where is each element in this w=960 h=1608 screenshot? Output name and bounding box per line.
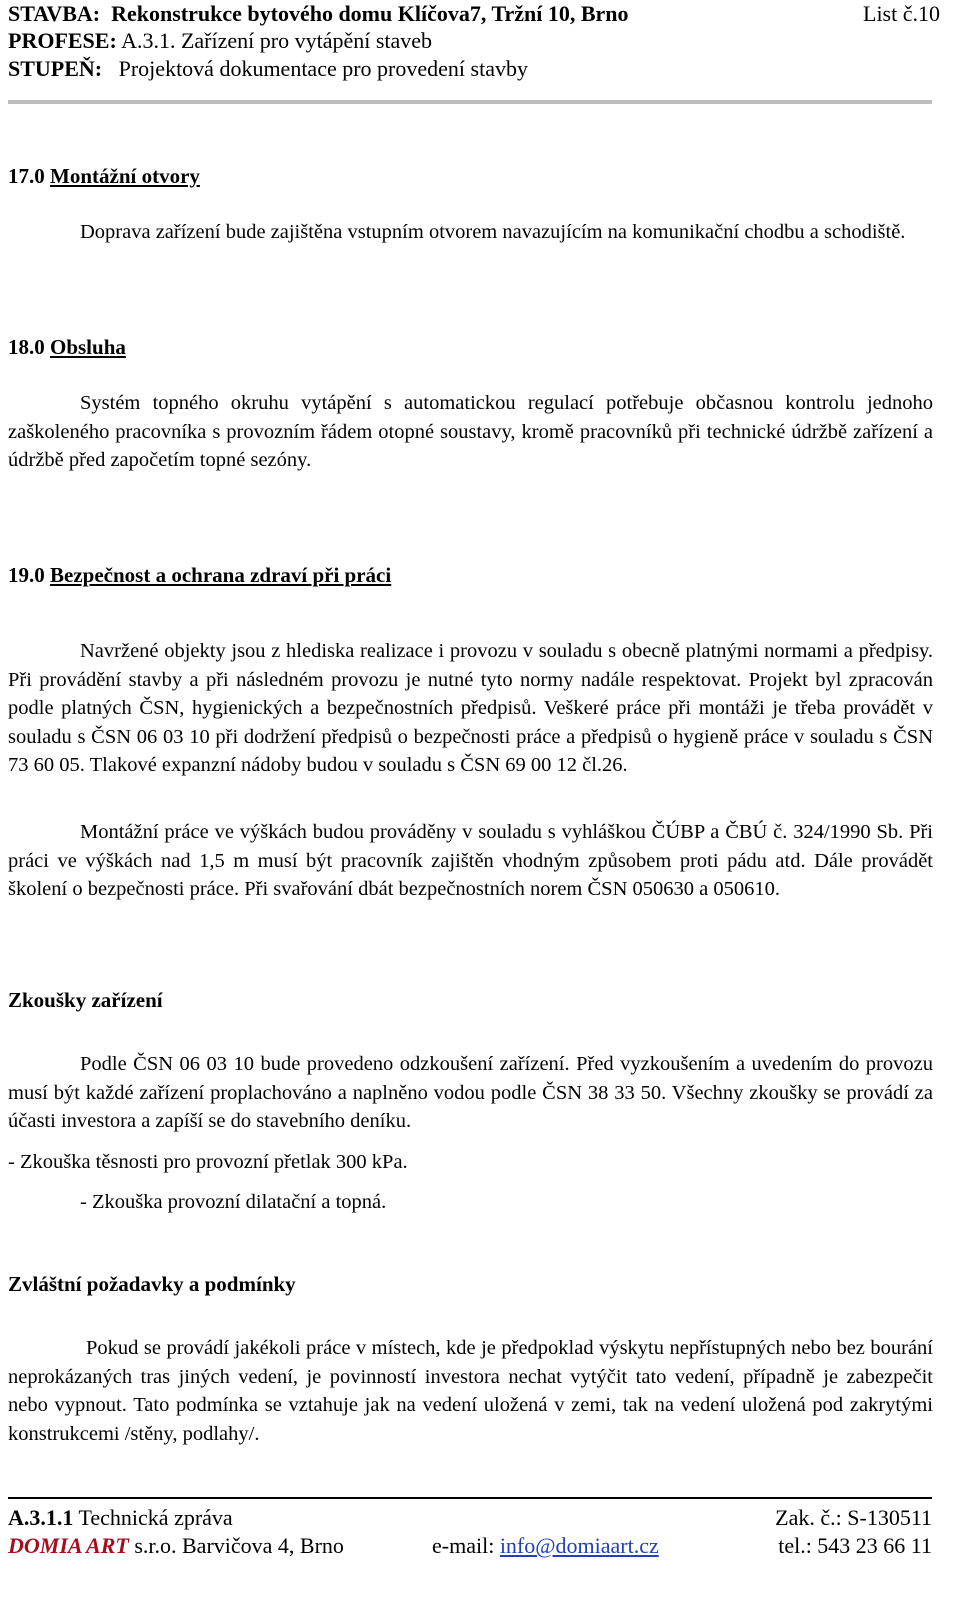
- profese-label: PROFESE:: [8, 28, 117, 53]
- section-17-text: Doprava zařízení bude zajištěna vstupním otvorem navazujícím na komunikační chodbu a schodiště.: [80, 221, 906, 243]
- sheet-number: List č.10: [863, 1, 940, 26]
- footer-zak: Zak. č.: S-130511: [775, 1505, 932, 1530]
- section-19-p2-text: Montážní práce ve výškách budou prováděny v souladu s vyhláškou ČÚBP a ČBÚ č. 324/1990 Sb. Při práci ve výškách nad 1,5 m musí být pracovník zajištěn vhodným způsobem proti pádu atd. Dále provádět školení o bezpečnosti práce. Při svařování dbát bezpečnostních norem ČSN 050630 a 050610.: [8, 821, 933, 900]
- header-stavba: [8, 0, 629, 27]
- tests-text-block: [8, 1050, 933, 1136]
- footer-email: [432, 1532, 659, 1559]
- footer-doc-code: A.3.1.1: [8, 1505, 74, 1530]
- email-label: e-mail:: [432, 1533, 495, 1558]
- special-text: Pokud se provádí jakékoli práce v místech, kde je předpoklad výskytu nepřístupných nebo bez bourání neprokázaných tras jiných vedení, je povinností investora nechat vytýčit tato vedení, případně je zabezpečit nebo vypnout. Tato podmínka se vztahuje jak na vedení uložená v zemi, tak na vedení uložená pod zakrytými konstrukcemi /stěny, podlahy/.: [8, 1337, 933, 1445]
- section-18-text: Systém topného okruhu vytápění s automatickou regulací potřebuje občasnou kontrolu jednoho zaškoleného pracovníka s provozním řádem otopné soustavy, kromě pracovníků při technické údržbě zařízení a údržbě před započetím topné sezóny.: [8, 392, 933, 471]
- footer-company: [8, 1532, 344, 1559]
- tests-text: Podle ČSN 06 03 10 bude provedeno odzkoušení zařízení. Před vyzkoušením a uvedením do provozu musí být každé zařízení proplachováno a naplněno vodou podle ČSN 38 33 50. Všechny zkoušky se provádí za účasti investora a zapíší se do stavebního deníku.: [8, 1053, 933, 1132]
- footer-doc: [8, 1504, 233, 1531]
- company-address: s.r.o. Barvičova 4, Brno: [134, 1533, 344, 1558]
- email-link[interactable]: info@domiaart.cz: [499, 1533, 659, 1558]
- header-profese: [8, 27, 432, 54]
- footer-divider: [8, 1497, 932, 1499]
- special-text-block: [8, 1334, 933, 1448]
- section-18-text-block: [8, 389, 933, 475]
- stupen-value: Projektová dokumentace pro provedení stavby: [118, 56, 528, 81]
- section-17-text-block: [8, 218, 933, 247]
- footer-phone: tel.: 543 23 66 11: [778, 1533, 932, 1558]
- header-divider: [8, 100, 932, 104]
- stavba-value: Rekonstrukce bytového domu Klíčova7, Tržní 10, Brno: [111, 1, 629, 26]
- section-19-p1-text: Navržené objekty jsou z hlediska realizace i provozu v souladu s obecně platnými normami a předpisy. Při provádění stavby a při následném provozu je nutné tyto normy nadále respektovat. Projekt byl zpracován podle platných ČSN, hygienických a bezpečnostních předpisů. Veškeré práce při montáži je třeba provádět v souladu s ČSN 06 03 10 při dodržení předpisů o bezpečnosti práce a předpisů o hygieně práce v souladu s ČSN 73 60 05. Tlakové expanzní nádoby budou v souladu s ČSN 69 00 12 čl.26.: [8, 640, 933, 776]
- profese-value: A.3.1. Zařízení pro vytápění staveb: [121, 28, 433, 53]
- section-18-number: 18.0: [8, 335, 45, 359]
- tests-item-pressure: - Zkouška těsnosti pro provozní přetlak 300 kPa.: [8, 1151, 408, 1173]
- section-18-title: Obsluha: [50, 335, 126, 359]
- section-19-heading: [8, 562, 391, 588]
- section-19-paragraph-2: [8, 818, 933, 904]
- section-17-number: 17.0: [8, 164, 45, 188]
- header-stupen: [8, 55, 528, 82]
- stavba-label: STAVBA:: [8, 1, 101, 26]
- section-19-title: Bezpečnost a ochrana zdraví při práci: [50, 563, 392, 587]
- footer-doc-name: Technická zpráva: [78, 1505, 233, 1530]
- section-18-heading: [8, 334, 126, 360]
- section-19-number: 19.0: [8, 563, 45, 587]
- company-logo-text: DOMIA ART: [8, 1533, 129, 1558]
- section-19-paragraph-1: [8, 637, 933, 780]
- special-heading: Zvláštní požadavky a podmínky: [8, 1272, 296, 1296]
- section-17-heading: [8, 163, 200, 189]
- section-17-title: Montážní otvory: [50, 164, 200, 188]
- tests-heading: Zkoušky zařízení: [8, 988, 163, 1012]
- stupen-label: STUPEŇ:: [8, 56, 103, 81]
- tests-item-dilatation: - Zkouška provozní dilatační a topná.: [80, 1191, 387, 1213]
